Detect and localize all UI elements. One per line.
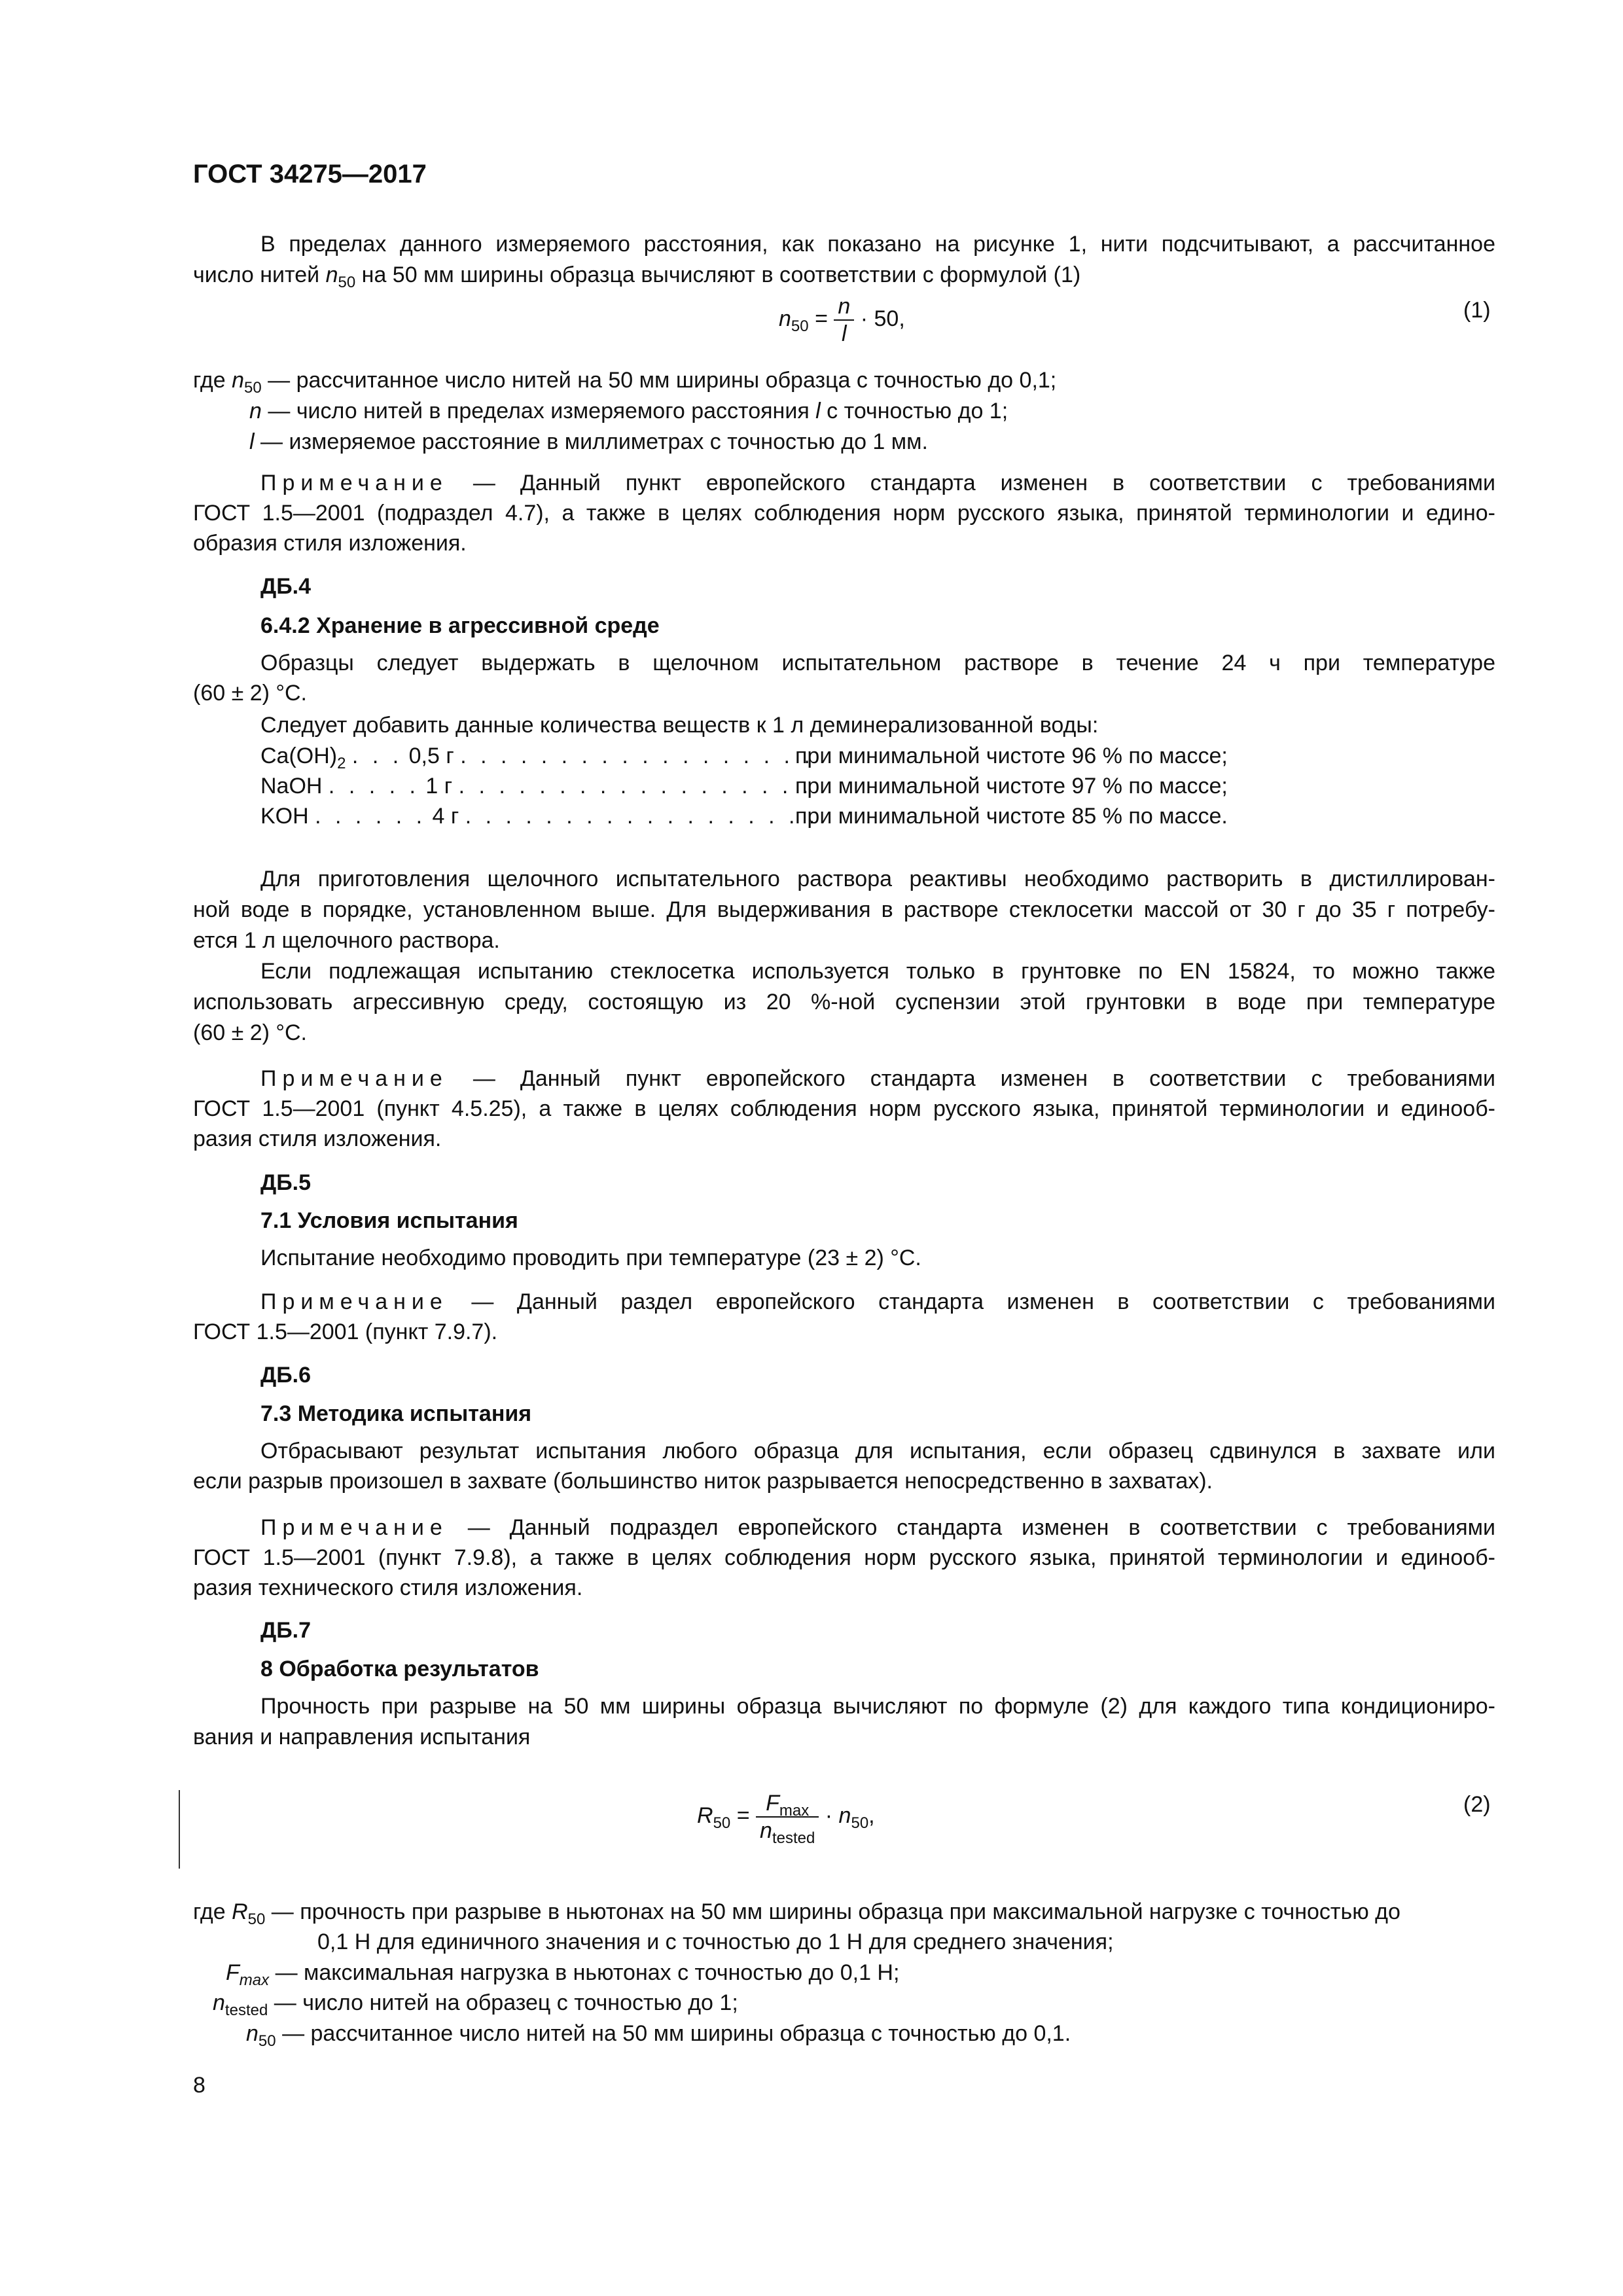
page-number: 8 (193, 2073, 205, 2098)
note-line: ГОСТ 1.5—2001 (пункт 7.9.7). (193, 1319, 498, 1344)
substance-row: NaOH . . . . . 1 г . . . . . . . . . . . . . . . . . . (260, 774, 813, 798)
note-line: ГОСТ 1.5—2001 (подраздел 4.7), а также в целях соблюдения норм русского языка, принятой терминологии и едино- (193, 501, 1495, 526)
paragraph-line: Испытание необходимо проводить при температуре (23 ± 2) °C. (260, 1246, 921, 1270)
note-line: образия стиля изложения. (193, 531, 467, 556)
note-line: Примечание — Данный подраздел европейского стандарта изменен в соответствии с требованиями (260, 1515, 1495, 1540)
where-item: 0,1 Н для единичного значения и с точностью до 1 Н для среднего значения; (317, 1929, 1114, 1954)
formula-number: (1) (1463, 298, 1491, 323)
paragraph-line: ется 1 л щелочного раствора. (193, 928, 500, 953)
paragraph-line: Образцы следует выдержать в щелочном испытательном растворе в течение 24 ч при температуре (260, 651, 1495, 675)
paragraph-line: Прочность при разрыве на 50 мм ширины образца вычисляют по формуле (2) для каждого типа кондициониро- (260, 1694, 1495, 1719)
substance-purity: при минимальной чистоте 97 % по массе; (795, 774, 1228, 798)
document-code: ГОСТ 34275—2017 (193, 160, 427, 188)
where-item: где $R_{50}$ — прочность при разрыве в ньютонах на 50 мм ширины образца при максимальной нагрузке с точностью до (193, 1899, 1400, 1928)
section-heading: 8 Обработка результатов (260, 1657, 539, 1681)
note-line: Примечание — Данный раздел европейского стандарта изменен в соответствии с требованиями (260, 1289, 1495, 1314)
paragraph-line: Для приготовления щелочного испытательного раствора реактивы необходимо растворить в дистиллирован- (260, 867, 1495, 891)
where-item: $n_{50}$ — рассчитанное число нитей на 50 мм ширины образца с точностью до 0,1. (246, 2021, 1071, 2050)
section-title: ДБ.7 (260, 1618, 312, 1643)
where-item: n — число нитей в пределах измеряемого расстояния l с точностью до 1; (249, 399, 1008, 423)
paragraph-line: использовать агрессивную среду, состоящую из 20 %-ной суспензии этой грунтовки в воде при температуре (193, 990, 1495, 1014)
where-item: $F_{max}$ — максимальная нагрузка в ньютонах с точностью до 0,1 Н; (226, 1960, 900, 1989)
section-title: ДБ.6 (260, 1363, 312, 1388)
margin-change-bar (179, 1790, 180, 1869)
section-title: ДБ.5 (260, 1170, 312, 1195)
section-heading: 6.4.2 Хранение в агрессивной среде (260, 613, 660, 638)
formula-2: $R_{50}$ = $\frac{F_{max}}{n_{tested}}$ · $n_{50}$, (697, 1791, 875, 1847)
note-line: Примечание — Данный пункт европейского стандарта изменен в соответствии с требованиями (260, 1066, 1495, 1091)
paragraph-line: Отбрасывают результат испытания любого образца для испытания, если образец сдвинулся в захвате или (260, 1439, 1495, 1463)
formula-number: (2) (1463, 1792, 1491, 1817)
note-line: ГОСТ 1.5—2001 (пункт 7.9.8), а также в целях соблюдения норм русского языка, принятой терминологии и единооб- (193, 1545, 1495, 1570)
paragraph-line: (60 ± 2) °C. (193, 1020, 307, 1045)
note-line: ГОСТ 1.5—2001 (пункт 4.5.25), а также в целях соблюдения норм русского языка, принятой терминологии и единооб- (193, 1096, 1495, 1121)
note-line: разия технического стиля изложения. (193, 1575, 583, 1600)
where-item: l — измеряемое расстояние в миллиметрах с точностью до 1 мм. (249, 429, 928, 454)
paragraph-line: число нитей $n_{50}$ на 50 мм ширины образца вычисляют в соответствии с формулой (1) (193, 262, 1081, 291)
paragraph-line: (60 ± 2) °C. (193, 681, 307, 706)
section-heading: 7.3 Методика испытания (260, 1401, 532, 1426)
section-heading: 7.1 Условия испытания (260, 1208, 518, 1233)
where-item: где $n_{50}$ — рассчитанное число нитей на 50 мм ширины образца с точностью до 0,1; (193, 368, 1057, 397)
paragraph-line: Следует добавить данные количества веществ к 1 л деминерализованной воды: (260, 713, 1099, 738)
paragraph-line: если разрыв произошел в захвате (большинство ниток разрывается непосредственно в захватах). (193, 1469, 1213, 1494)
substance-row: KOH . . . . . . 4 г . . . . . . . . . . . . . . . . . . (260, 804, 819, 829)
paragraph-line: Если подлежащая испытанию стеклосетка используется только в грунтовке по EN 15824, то можно также (260, 959, 1495, 984)
paragraph-line: ной воде в порядке, установленном выше. Для выдерживания в растворе стеклосетки массой от 30 г до 35 г потребу- (193, 897, 1495, 922)
substance-purity: при минимальной чистоте 96 % по массе; (795, 744, 1228, 768)
where-item: $n_{tested}$ — число нитей на образец с точностью до 1; (213, 1990, 738, 2019)
formula-1: $n_{50}$ = $\frac{n}{l}$ · 50, (779, 294, 905, 346)
paragraph-line: вания и направления испытания (193, 1725, 531, 1749)
paragraph-line: В пределах данного измеряемого расстояния, как показано на рисунке 1, нити подсчитывают, а рассчитанное (260, 232, 1495, 257)
note-line: разия стиля изложения. (193, 1126, 442, 1151)
substance-purity: при минимальной чистоте 85 % по массе. (795, 804, 1228, 829)
note-line: Примечание — Данный пункт европейского стандарта изменен в соответствии с требованиями (260, 471, 1495, 495)
section-title: ДБ.4 (260, 574, 312, 599)
substance-row: $Ca(OH)_2$ . . . 0,5 г . . . . . . . . . . . . . . . . . . (260, 744, 814, 772)
